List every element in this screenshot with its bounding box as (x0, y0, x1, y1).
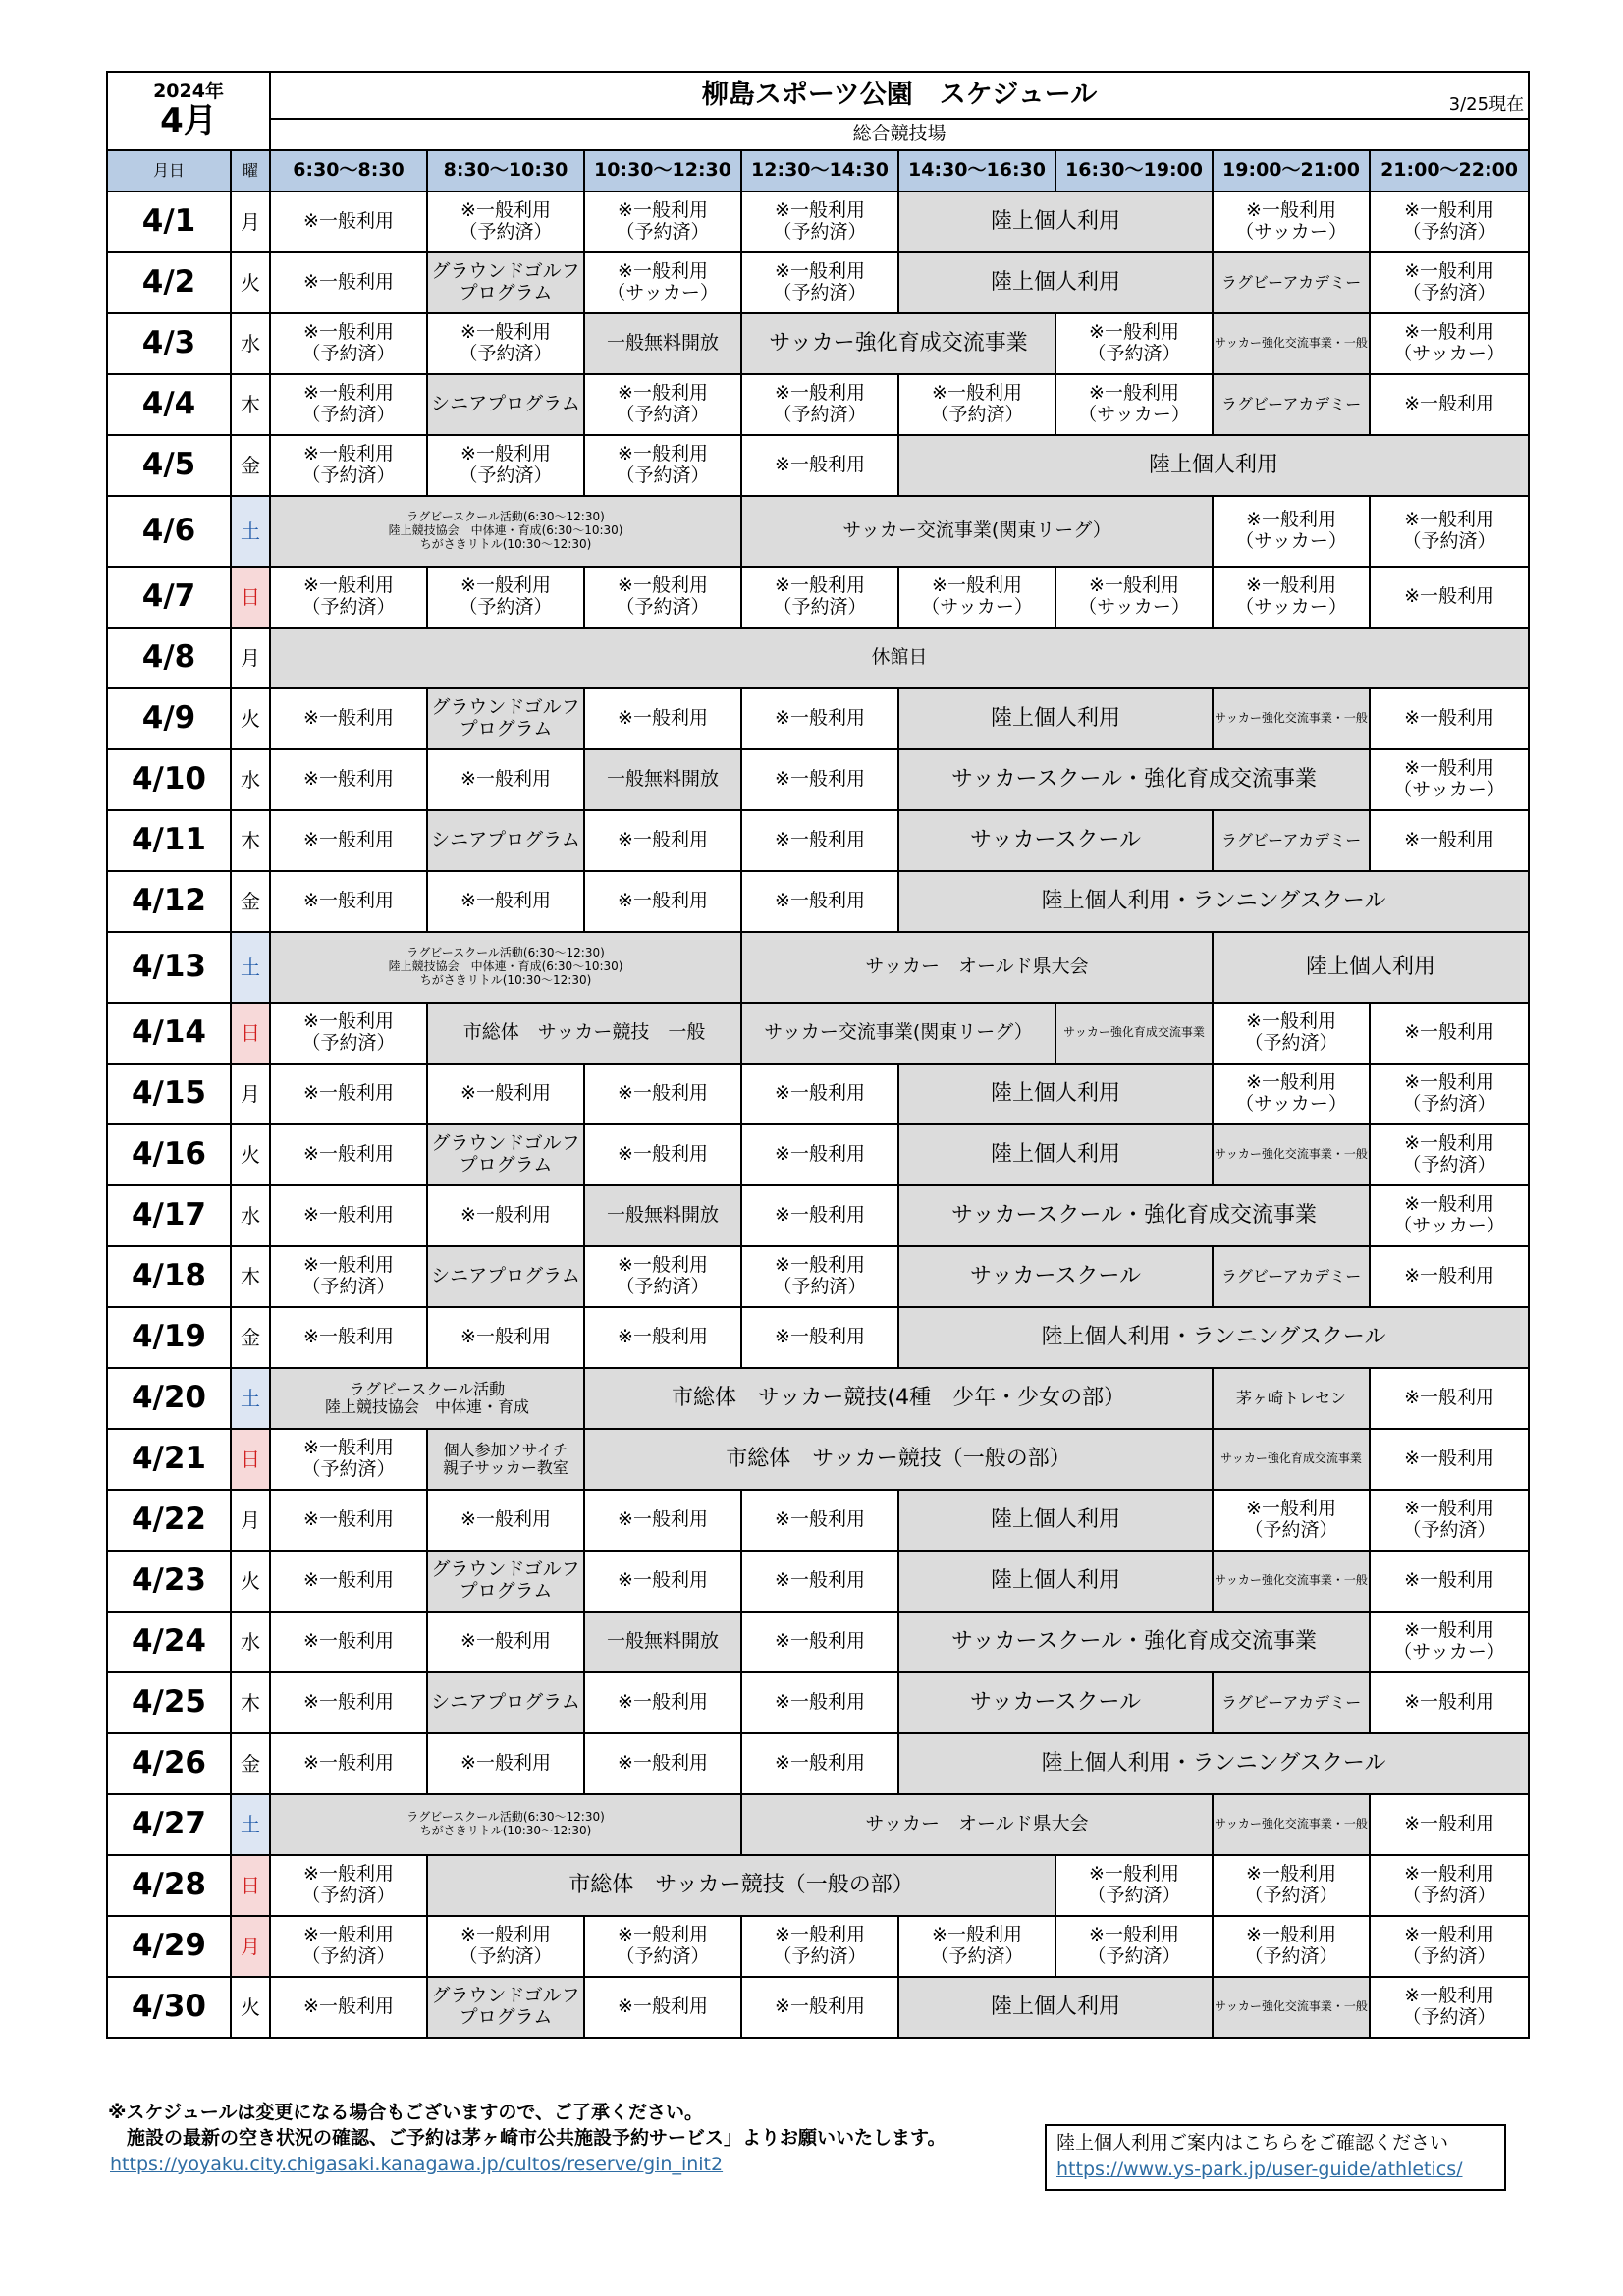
usage-cell: ※一般利用 (584, 1551, 741, 1612)
event-cell: 陸上個人利用 (1213, 932, 1529, 1003)
usage-cell: ※一般利用 （予約済） (741, 1916, 898, 1977)
usage-cell: ※一般利用 （サッカー） (584, 252, 741, 313)
event-cell: ラグビースクール活動(6:30～12:30) 陸上競技協会 中体連・育成(6:30～10:30) ちがさきリトル(10:30～12:30) (270, 496, 741, 567)
usage-cell: ※一般利用 （予約済） (584, 567, 741, 628)
usage-cell: ※一般利用 (270, 871, 427, 932)
usage-cell: ※一般利用 （予約済） (1213, 1490, 1370, 1551)
usage-cell: ※一般利用 (427, 1612, 584, 1672)
athletics-info-link[interactable]: https://www.ys-park.jp/user-guide/athletics/ (1056, 2158, 1463, 2180)
usage-cell: ※一般利用 (741, 1672, 898, 1733)
weekday-cell: 土 (231, 1368, 270, 1429)
date-cell: 4/20 (107, 1368, 231, 1429)
event-cell: シニアプログラム (427, 374, 584, 435)
col-slot-header: 21:00～22:00 (1370, 150, 1529, 191)
date-cell: 4/5 (107, 435, 231, 496)
usage-cell: ※一般利用 (741, 1185, 898, 1246)
event-cell: ラグビースクール活動(6:30～12:30) 陸上競技協会 中体連・育成(6:30～10:30) ちがさきリトル(10:30～12:30) (270, 932, 741, 1003)
col-date-header: 月日 (107, 150, 231, 191)
usage-cell: ※一般利用 （予約済） (1370, 1855, 1529, 1916)
date-cell: 4/6 (107, 496, 231, 567)
event-cell: グラウンドゴルフ プログラム (427, 1551, 584, 1612)
weekday-cell: 水 (231, 749, 270, 810)
weekday-cell: 火 (231, 1551, 270, 1612)
event-cell: 陸上個人利用・ランニングスクール (898, 1733, 1529, 1794)
usage-cell: ※一般利用 (584, 1490, 741, 1551)
usage-cell: ※一般利用 (1370, 1794, 1529, 1855)
date-cell: 4/2 (107, 252, 231, 313)
usage-cell: ※一般利用 (741, 435, 898, 496)
as-of-date: 3/25現在 (1448, 94, 1525, 116)
usage-cell: ※一般利用 (270, 1307, 427, 1368)
event-cell: サッカースクール (898, 810, 1213, 871)
athletics-info-box (1045, 2124, 1506, 2191)
usage-cell: ※一般利用 （予約済） (1370, 191, 1529, 252)
schedule-row (107, 1064, 1529, 1124)
usage-cell: ※一般利用 （予約済） (741, 191, 898, 252)
usage-cell: ※一般利用 (584, 871, 741, 932)
col-slot-header: 10:30～12:30 (584, 150, 741, 191)
event-cell: グラウンドゴルフ プログラム (427, 688, 584, 749)
weekday-cell: 水 (231, 1612, 270, 1672)
usage-cell: ※一般利用 (427, 1307, 584, 1368)
weekday-cell: 土 (231, 932, 270, 1003)
event-cell: 陸上個人利用 (898, 252, 1213, 313)
weekday-cell: 火 (231, 1124, 270, 1185)
event-cell: シニアプログラム (427, 810, 584, 871)
event-cell: 陸上個人利用 (898, 1124, 1213, 1185)
footer-note-1: ※スケジュールは変更になる場合もございますので、ご了承ください。 (108, 2102, 703, 2123)
athletics-info-text: 陸上個人利用ご案内はこちらをご確認ください (1056, 2132, 1449, 2154)
usage-cell: ※一般利用 (270, 191, 427, 252)
usage-cell: ※一般利用 (427, 1064, 584, 1124)
usage-cell: ※一般利用 (741, 1612, 898, 1672)
month-label: 4月 (160, 101, 217, 141)
schedule-row (107, 1124, 1529, 1185)
event-cell: 個人参加ソサイチ 親子サッカー教室 (427, 1429, 584, 1490)
schedule-row (107, 435, 1529, 496)
usage-cell: ※一般利用 （サッカー） (1055, 567, 1213, 628)
event-cell: グラウンドゴルフ プログラム (427, 1977, 584, 2038)
usage-cell: ※一般利用 （予約済） (584, 1916, 741, 1977)
event-cell: サッカー強化交流事業・一般 (1213, 1977, 1370, 2038)
usage-cell: ※一般利用 (427, 1185, 584, 1246)
usage-cell: ※一般利用 （予約済） (270, 374, 427, 435)
usage-cell: ※一般利用 （サッカー） (1370, 1185, 1529, 1246)
event-cell: 休館日 (270, 628, 1529, 688)
date-cell: 4/12 (107, 871, 231, 932)
date-cell: 4/18 (107, 1246, 231, 1307)
schedule-row (107, 810, 1529, 871)
usage-cell: ※一般利用 （予約済） (584, 374, 741, 435)
event-cell: サッカー オールド県大会 (741, 932, 1213, 1003)
weekday-cell: 金 (231, 1733, 270, 1794)
usage-cell: ※一般利用 (270, 810, 427, 871)
usage-cell: ※一般利用 （サッカー） (1370, 313, 1529, 374)
event-cell: サッカー強化育成交流事業 (1213, 1429, 1370, 1490)
usage-cell: ※一般利用 (741, 749, 898, 810)
date-cell: 4/16 (107, 1124, 231, 1185)
date-cell: 4/17 (107, 1185, 231, 1246)
event-cell: 一般無料開放 (584, 1612, 741, 1672)
usage-cell: ※一般利用 （予約済） (1370, 1916, 1529, 1977)
usage-cell: ※一般利用 （予約済） (1370, 252, 1529, 313)
event-cell: サッカー強化育成交流事業 (741, 313, 1055, 374)
usage-cell: ※一般利用 (584, 1124, 741, 1185)
usage-cell: ※一般利用 （予約済） (1370, 1490, 1529, 1551)
usage-cell: ※一般利用 (741, 1124, 898, 1185)
schedule-row (107, 749, 1529, 810)
usage-cell: ※一般利用 (741, 1551, 898, 1612)
event-cell: ラグビーアカデミー (1213, 1672, 1370, 1733)
weekday-cell: 日 (231, 567, 270, 628)
usage-cell: ※一般利用 （予約済） (1370, 496, 1529, 567)
usage-cell: ※一般利用 （予約済） (584, 435, 741, 496)
usage-cell: ※一般利用 (584, 1064, 741, 1124)
usage-cell: ※一般利用 (427, 749, 584, 810)
weekday-cell: 月 (231, 1916, 270, 1977)
usage-cell: ※一般利用 （予約済） (1055, 1916, 1213, 1977)
usage-cell: ※一般利用 (270, 1124, 427, 1185)
event-cell: サッカー強化交流事業・一般 (1213, 1794, 1370, 1855)
event-cell: グラウンドゴルフ プログラム (427, 252, 584, 313)
col-slot-header: 16:30～19:00 (1055, 150, 1213, 191)
usage-cell: ※一般利用 (584, 688, 741, 749)
usage-cell: ※一般利用 (427, 1490, 584, 1551)
event-cell: サッカースクール・強化育成交流事業 (898, 1612, 1370, 1672)
weekday-cell: 日 (231, 1003, 270, 1064)
schedule-row (107, 1977, 1529, 2038)
schedule-row (107, 1733, 1529, 1794)
date-cell: 4/4 (107, 374, 231, 435)
col-slot-header: 14:30～16:30 (898, 150, 1055, 191)
weekday-cell: 金 (231, 871, 270, 932)
event-cell: サッカー強化交流事業・一般 (1213, 688, 1370, 749)
usage-cell: ※一般利用 (427, 1733, 584, 1794)
schedule-row (107, 628, 1529, 688)
usage-cell: ※一般利用 (427, 871, 584, 932)
date-cell: 4/28 (107, 1855, 231, 1916)
event-cell: ラグビースクール活動 陸上競技協会 中体連・育成 (270, 1368, 584, 1429)
usage-cell: ※一般利用 (741, 1064, 898, 1124)
date-cell: 4/27 (107, 1794, 231, 1855)
usage-cell: ※一般利用 （予約済） (427, 567, 584, 628)
usage-cell: ※一般利用 （予約済） (898, 1916, 1055, 1977)
event-cell: ラグビーアカデミー (1213, 810, 1370, 871)
usage-cell: ※一般利用 (741, 871, 898, 932)
date-cell: 4/19 (107, 1307, 231, 1368)
usage-cell: ※一般利用 （予約済） (1370, 1124, 1529, 1185)
date-cell: 4/7 (107, 567, 231, 628)
usage-cell: ※一般利用 (1370, 567, 1529, 628)
event-cell: サッカー強化交流事業・一般 (1213, 313, 1370, 374)
date-cell: 4/15 (107, 1064, 231, 1124)
weekday-cell: 月 (231, 1490, 270, 1551)
usage-cell: ※一般利用 （サッカー） (898, 567, 1055, 628)
usage-cell: ※一般利用 （予約済） (270, 1003, 427, 1064)
weekday-cell: 月 (231, 628, 270, 688)
usage-cell: ※一般利用 （予約済） (741, 374, 898, 435)
event-cell: ラグビースクール活動(6:30～12:30) ちがさきリトル(10:30～12:30) (270, 1794, 741, 1855)
date-cell: 4/23 (107, 1551, 231, 1612)
event-cell: 陸上個人利用 (898, 1551, 1213, 1612)
venue-name: 総合競技場 (270, 119, 1529, 150)
usage-cell: ※一般利用 （予約済） (1213, 1916, 1370, 1977)
usage-cell: ※一般利用 （予約済） (898, 374, 1055, 435)
schedule-row (107, 1490, 1529, 1551)
usage-cell: ※一般利用 （予約済） (1213, 1855, 1370, 1916)
col-dow-header: 曜 (231, 150, 270, 191)
usage-cell: ※一般利用 （サッカー） (1213, 496, 1370, 567)
schedule-row (107, 1794, 1529, 1855)
column-header-row (107, 150, 1529, 191)
schedule-row (107, 1855, 1529, 1916)
event-cell: シニアプログラム (427, 1672, 584, 1733)
usage-cell: ※一般利用 (1370, 1003, 1529, 1064)
schedule-row (107, 1612, 1529, 1672)
title-text: 柳島スポーツ公園 スケジュール (701, 80, 1098, 111)
date-cell: 4/10 (107, 749, 231, 810)
event-cell: 一般無料開放 (584, 1185, 741, 1246)
usage-cell: ※一般利用 （予約済） (270, 567, 427, 628)
usage-cell: ※一般利用 （サッカー） (1055, 374, 1213, 435)
usage-cell: ※一般利用 (741, 810, 898, 871)
date-cell: 4/24 (107, 1612, 231, 1672)
usage-cell: ※一般利用 （予約済） (1370, 1977, 1529, 2038)
event-cell: ラグビーアカデミー (1213, 252, 1370, 313)
usage-cell: ※一般利用 (1370, 1246, 1529, 1307)
date-cell: 4/11 (107, 810, 231, 871)
col-slot-header: 19:00～21:00 (1213, 150, 1370, 191)
usage-cell: ※一般利用 （予約済） (270, 1246, 427, 1307)
weekday-cell: 火 (231, 1977, 270, 2038)
usage-cell: ※一般利用 (1370, 1429, 1529, 1490)
usage-cell: ※一般利用 （予約済） (1055, 313, 1213, 374)
usage-cell: ※一般利用 (741, 1490, 898, 1551)
usage-cell: ※一般利用 (1370, 1368, 1529, 1429)
event-cell: グラウンドゴルフ プログラム (427, 1124, 584, 1185)
schedule-row (107, 191, 1529, 252)
schedule-row (107, 496, 1529, 567)
schedule-row (107, 313, 1529, 374)
col-slot-header: 8:30～10:30 (427, 150, 584, 191)
date-cell: 4/30 (107, 1977, 231, 2038)
footer-notes (108, 2101, 946, 2151)
weekday-cell: 日 (231, 1429, 270, 1490)
weekday-cell: 金 (231, 1307, 270, 1368)
usage-cell: ※一般利用 （予約済） (270, 313, 427, 374)
weekday-cell: 木 (231, 374, 270, 435)
usage-cell: ※一般利用 (270, 1733, 427, 1794)
usage-cell: ※一般利用 (584, 1672, 741, 1733)
schedule-row (107, 1429, 1529, 1490)
schedule-row (107, 252, 1529, 313)
schedule-row (107, 1916, 1529, 1977)
date-cell: 4/8 (107, 628, 231, 688)
usage-cell: ※一般利用 （予約済） (1370, 1064, 1529, 1124)
usage-cell: ※一般利用 (270, 1977, 427, 2038)
usage-cell: ※一般利用 (741, 1307, 898, 1368)
usage-cell: ※一般利用 (1370, 374, 1529, 435)
usage-cell: ※一般利用 (270, 749, 427, 810)
footer-note-2: 施設の最新の空き状況の確認、ご予約は茅ヶ崎市公共施設予約サービス」よりお願いいたします。 (108, 2126, 947, 2149)
date-cell: 4/25 (107, 1672, 231, 1733)
schedule-row (107, 1551, 1529, 1612)
weekday-cell: 土 (231, 1794, 270, 1855)
schedule-row (107, 1307, 1529, 1368)
usage-cell: ※一般利用 (584, 1977, 741, 2038)
usage-cell: ※一般利用 （予約済） (270, 1916, 427, 1977)
event-cell: 陸上個人利用 (898, 1490, 1213, 1551)
event-cell: シニアプログラム (427, 1246, 584, 1307)
event-cell: サッカー強化交流事業・一般 (1213, 1551, 1370, 1612)
usage-cell: ※一般利用 (270, 1185, 427, 1246)
schedule-row (107, 567, 1529, 628)
event-cell: 陸上個人利用 (898, 1977, 1213, 2038)
event-cell: ラグビーアカデミー (1213, 374, 1370, 435)
col-slot-header: 6:30～8:30 (270, 150, 427, 191)
event-cell: 陸上個人利用 (898, 191, 1213, 252)
event-cell: サッカー交流事業(関東リーグ） (741, 1003, 1055, 1064)
usage-cell: ※一般利用 （予約済） (1055, 1855, 1213, 1916)
schedule-row (107, 688, 1529, 749)
usage-cell: ※一般利用 （予約済） (427, 313, 584, 374)
event-cell: サッカー オールド県大会 (741, 1794, 1213, 1855)
usage-cell: ※一般利用 (270, 1612, 427, 1672)
weekday-cell: 火 (231, 252, 270, 313)
usage-cell: ※一般利用 (270, 1672, 427, 1733)
weekday-cell: 木 (231, 810, 270, 871)
schedule-row (107, 1003, 1529, 1064)
usage-cell: ※一般利用 （サッカー） (1213, 1064, 1370, 1124)
schedule-row (107, 932, 1529, 1003)
schedule-row (107, 1368, 1529, 1429)
event-cell: サッカースクール (898, 1246, 1213, 1307)
weekday-cell: 木 (231, 1246, 270, 1307)
event-cell: サッカースクール・強化育成交流事業 (898, 749, 1370, 810)
usage-cell: ※一般利用 (584, 1307, 741, 1368)
usage-cell: ※一般利用 （予約済） (584, 191, 741, 252)
weekday-cell: 水 (231, 1185, 270, 1246)
date-cell: 4/13 (107, 932, 231, 1003)
event-cell: 陸上個人利用 (898, 435, 1529, 496)
schedule-table (106, 71, 1530, 2039)
usage-cell: ※一般利用 (270, 688, 427, 749)
usage-cell: ※一般利用 （予約済） (741, 567, 898, 628)
year-label: 2024年 (153, 80, 224, 102)
weekday-cell: 日 (231, 1855, 270, 1916)
date-cell: 4/22 (107, 1490, 231, 1551)
usage-cell: ※一般利用 (1370, 810, 1529, 871)
usage-cell: ※一般利用 (1370, 688, 1529, 749)
usage-cell: ※一般利用 (741, 688, 898, 749)
event-cell: サッカー強化交流事業・一般 (1213, 1124, 1370, 1185)
weekday-cell: 水 (231, 313, 270, 374)
usage-cell: ※一般利用 (741, 1733, 898, 1794)
weekday-cell: 月 (231, 191, 270, 252)
event-cell: サッカースクール (898, 1672, 1213, 1733)
usage-cell: ※一般利用 （サッカー） (1370, 749, 1529, 810)
usage-cell: ※一般利用 (270, 1064, 427, 1124)
event-cell: 陸上個人利用 (898, 688, 1213, 749)
weekday-cell: 火 (231, 688, 270, 749)
date-cell: 4/1 (107, 191, 231, 252)
event-cell: 市総体 サッカー競技（一般の部） (427, 1855, 1055, 1916)
schedule-row (107, 1672, 1529, 1733)
usage-cell: ※一般利用 （予約済） (270, 1429, 427, 1490)
usage-cell: ※一般利用 （予約済） (741, 252, 898, 313)
event-cell: サッカースクール・強化育成交流事業 (898, 1185, 1370, 1246)
usage-cell: ※一般利用 （予約済） (427, 1916, 584, 1977)
event-cell: 茅ヶ崎トレセン (1213, 1368, 1370, 1429)
usage-cell: ※一般利用 (270, 1490, 427, 1551)
event-cell: 陸上個人利用・ランニングスクール (898, 871, 1529, 932)
col-slot-header: 12:30～14:30 (741, 150, 898, 191)
usage-cell: ※一般利用 (1370, 1551, 1529, 1612)
usage-cell: ※一般利用 （予約済） (270, 435, 427, 496)
date-cell: 4/29 (107, 1916, 231, 1977)
usage-cell: ※一般利用 (584, 1733, 741, 1794)
date-cell: 4/14 (107, 1003, 231, 1064)
event-cell: 陸上個人利用・ランニングスクール (898, 1307, 1529, 1368)
usage-cell: ※一般利用 （サッカー） (1213, 567, 1370, 628)
usage-cell: ※一般利用 （予約済） (270, 1855, 427, 1916)
event-cell: 一般無料開放 (584, 749, 741, 810)
page-title (270, 72, 1529, 119)
schedule-row (107, 871, 1529, 932)
event-cell: サッカー交流事業(関東リーグ） (741, 496, 1213, 567)
usage-cell: ※一般利用 （予約済） (741, 1246, 898, 1307)
usage-cell: ※一般利用 （予約済） (427, 435, 584, 496)
date-cell: 4/9 (107, 688, 231, 749)
event-cell: 市総体 サッカー競技 一般 (427, 1003, 741, 1064)
usage-cell: ※一般利用 (270, 1551, 427, 1612)
reservation-link[interactable]: https://yoyaku.city.chigasaki.kanagawa.jp/cultos/reserve/gin_init2 (110, 2154, 724, 2175)
usage-cell: ※一般利用 （予約済） (1213, 1003, 1370, 1064)
event-cell: サッカー強化育成交流事業 (1055, 1003, 1213, 1064)
date-cell: 4/26 (107, 1733, 231, 1794)
date-cell: 4/3 (107, 313, 231, 374)
weekday-cell: 土 (231, 496, 270, 567)
usage-cell: ※一般利用 （予約済） (584, 1246, 741, 1307)
schedule-row (107, 374, 1529, 435)
year-month-cell (107, 72, 270, 150)
schedule-row (107, 1185, 1529, 1246)
usage-cell: ※一般利用 (1370, 1672, 1529, 1733)
usage-cell: ※一般利用 （予約済） (427, 191, 584, 252)
schedule-row (107, 1246, 1529, 1307)
usage-cell: ※一般利用 (270, 252, 427, 313)
usage-cell: ※一般利用 （サッカー） (1213, 191, 1370, 252)
event-cell: 一般無料開放 (584, 313, 741, 374)
event-cell: ラグビーアカデミー (1213, 1246, 1370, 1307)
weekday-cell: 金 (231, 435, 270, 496)
usage-cell: ※一般利用 (584, 810, 741, 871)
event-cell: 陸上個人利用 (898, 1064, 1213, 1124)
date-cell: 4/21 (107, 1429, 231, 1490)
event-cell: 市総体 サッカー競技（一般の部） (584, 1429, 1213, 1490)
usage-cell: ※一般利用 (741, 1977, 898, 2038)
weekday-cell: 月 (231, 1064, 270, 1124)
usage-cell: ※一般利用 （サッカー） (1370, 1612, 1529, 1672)
event-cell: 市総体 サッカー競技(4種 少年・少女の部） (584, 1368, 1213, 1429)
weekday-cell: 木 (231, 1672, 270, 1733)
